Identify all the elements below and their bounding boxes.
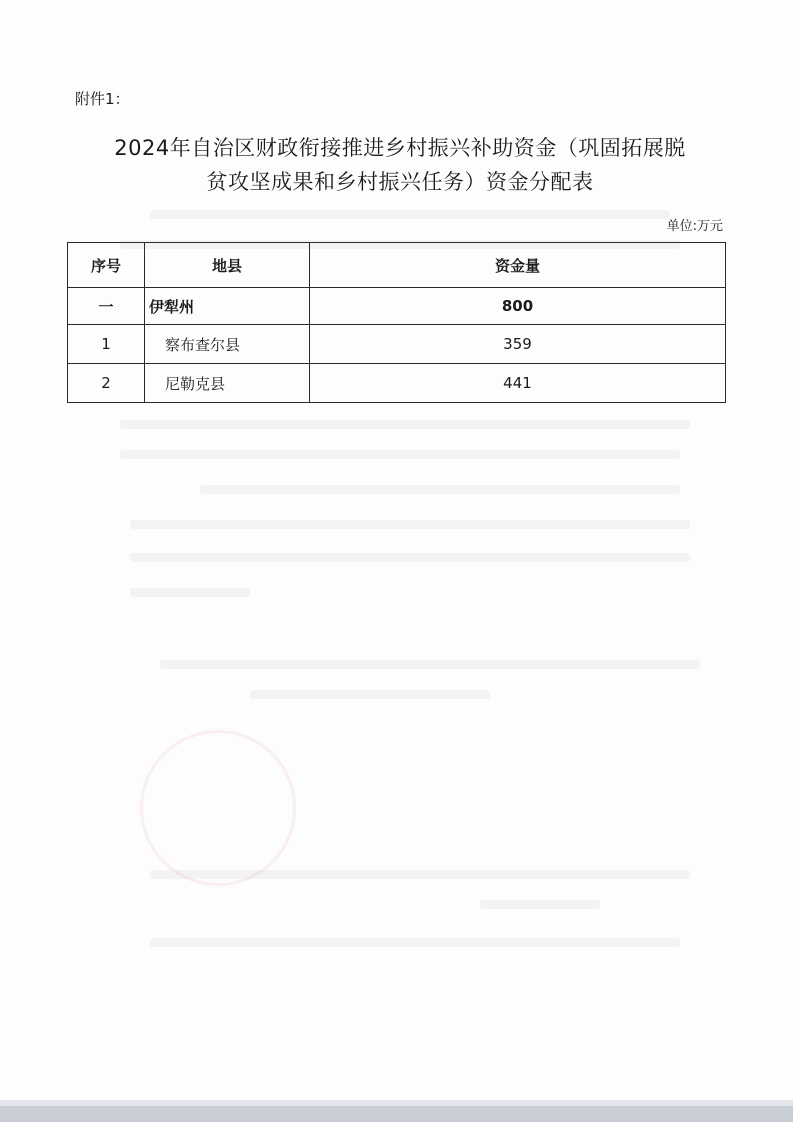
row-county: 察布查尔县	[145, 325, 310, 364]
scan-edge	[0, 1106, 793, 1122]
bleed-through-line	[130, 520, 690, 529]
header-county: 地县	[145, 243, 310, 288]
table-header-row	[68, 243, 726, 288]
bleed-through-line	[160, 660, 700, 669]
bleed-through-line	[150, 210, 670, 219]
bleed-through-line	[120, 450, 680, 459]
document-title-line-2: 贫攻坚成果和乡村振兴任务）资金分配表	[206, 170, 594, 194]
bleed-through-line	[130, 553, 690, 562]
group-amount: 800	[310, 288, 726, 325]
bleed-through-line	[130, 588, 250, 597]
header-serial-number: 序号	[68, 243, 145, 288]
table-row	[68, 364, 726, 403]
allocation-table	[67, 242, 726, 403]
bleed-through-line	[150, 938, 680, 947]
row-amount: 441	[310, 364, 726, 403]
group-prefecture: 伊犁州	[145, 288, 310, 325]
bleed-through-line	[250, 690, 490, 699]
row-number: 1	[68, 325, 145, 364]
bleed-through-line	[480, 900, 600, 909]
bleed-through-line	[120, 420, 690, 429]
row-county: 尼勒克县	[145, 364, 310, 403]
table-group-row	[68, 288, 726, 325]
bleed-through-line	[200, 485, 680, 494]
row-amount: 359	[310, 325, 726, 364]
document-title-line-1: 2024年自治区财政衔接推进乡村振兴补助资金（巩固拓展脱	[114, 136, 686, 160]
table-row	[68, 325, 726, 364]
attachment-label: 附件1：	[75, 90, 130, 108]
header-fund-amount: 资金量	[310, 243, 726, 288]
bleed-through-seal	[140, 730, 296, 886]
row-number: 2	[68, 364, 145, 403]
unit-label: 单位:万元	[666, 219, 723, 234]
group-number: 一	[68, 288, 145, 325]
